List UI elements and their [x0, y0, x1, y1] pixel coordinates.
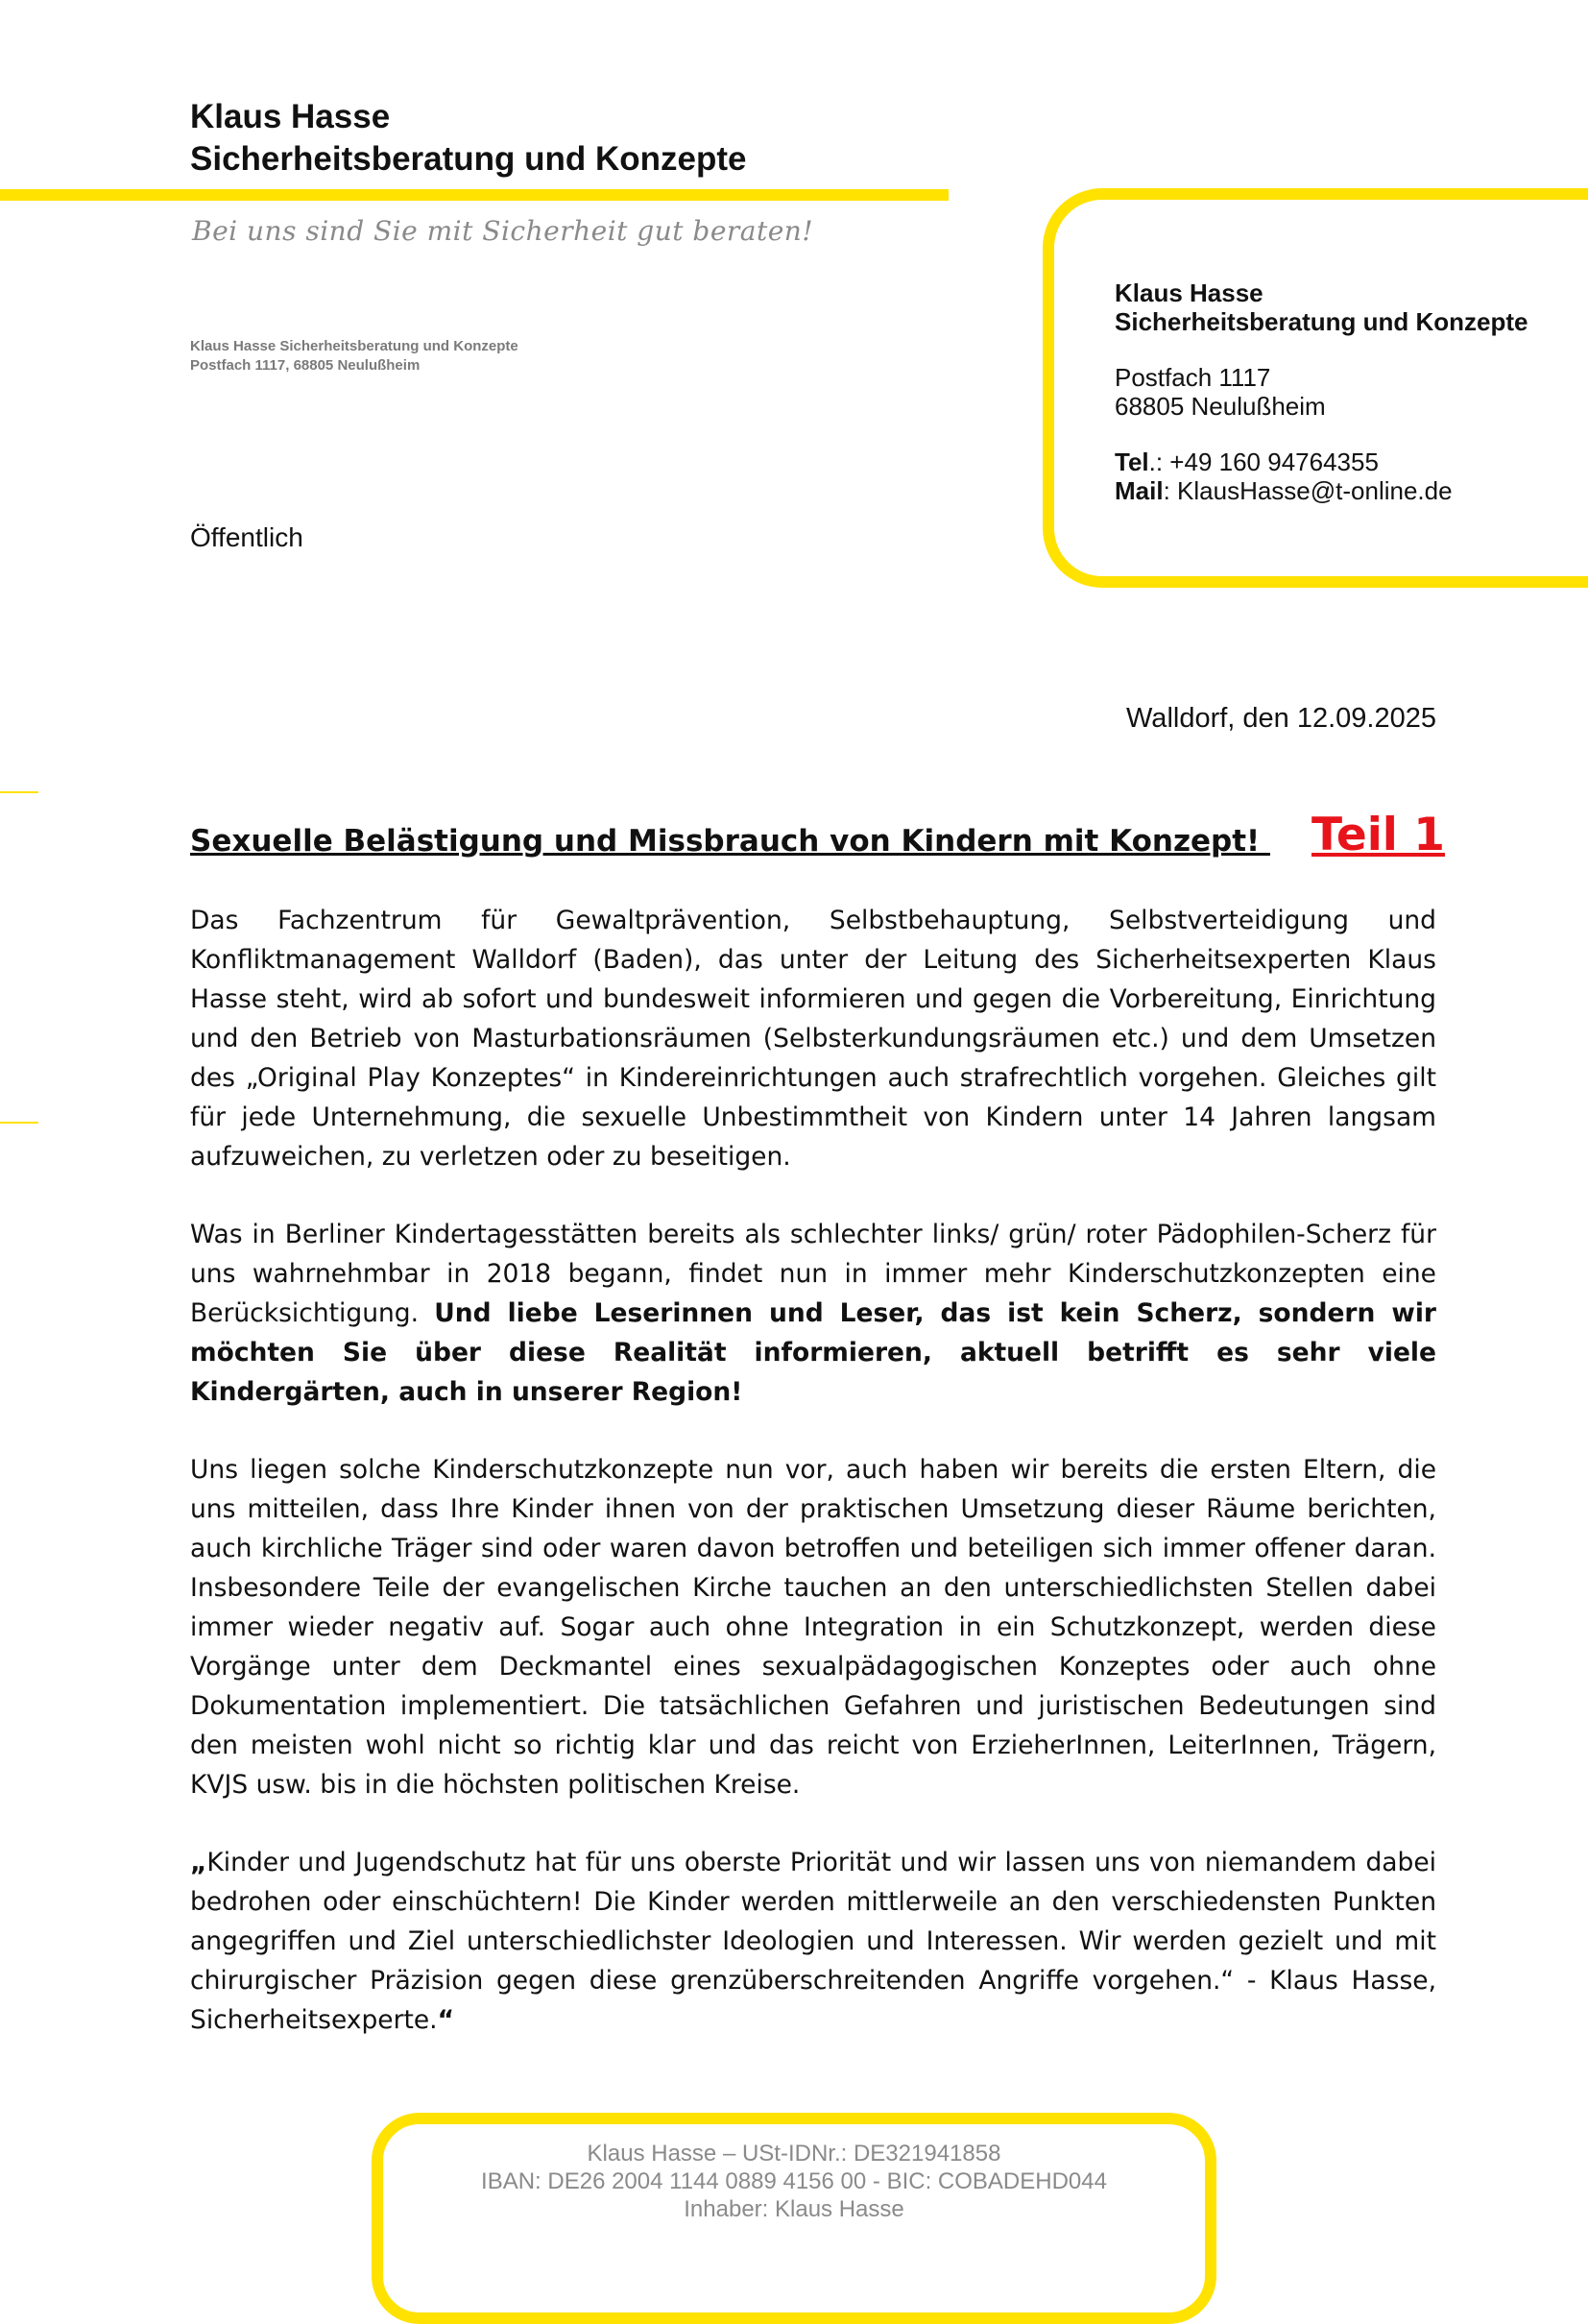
sender-line-1: Klaus Hasse Sicherheitsberatung und Konzepte — [190, 338, 518, 354]
subject-title: Sexuelle Belästigung und Missbrauch von Kindern mit Konzept! — [190, 824, 1270, 859]
body-paragraph-1: Das Fachzentrum für Gewaltprävention, Selbstbehauptung, Selbstverteidigung und Konfliktmanagement Walldorf (Baden), das unter der Leitung des Sicherheitsexperten Klaus Hasse steht, wird ab sofort und bundesweit informieren und gegen die Vorbereitung, Einrichtung und den Betrieb von Masturbationsräumen (Selbsterkundungsräumen etc.) und dem Umsetzen des „Original Play Konzeptes“ in Kindereinrichtungen auch strafrechtlich vorgehen. Gleiches gilt für jede Unternehmung, die sexuelle Unbestimmtheit von Kindern unter 14 Jahren langsam aufzuweichen, zu verletzen oder zu beseitigen. — [190, 906, 1436, 1172]
quote-open-mark: „ — [190, 1848, 207, 1877]
tel-label: Tel — [1115, 448, 1149, 476]
contact-mail — [1115, 476, 1528, 505]
paragraph-2-emphasis: Und liebe Leserinnen und Leser, das ist kein Scherz, sondern wir möchten Sie über diese Realität informieren, aktuell betrifft es sehr viele Kindergärten, auch in unserer Region! — [190, 1298, 1436, 1407]
sender-line-2: Postfach 1117, 68805 Neulußheim — [190, 357, 421, 374]
contact-company: Sicherheitsberatung und Konzepte — [1115, 307, 1528, 336]
date-line: Walldorf, den 12.09.2025 — [1126, 703, 1436, 734]
company-name-line1: Klaus Hasse — [190, 98, 391, 135]
company-name-line2: Sicherheitsberatung und Konzepte — [190, 140, 747, 178]
letter-body — [190, 901, 1436, 2078]
contact-tel — [1115, 448, 1528, 476]
sender-address — [190, 337, 518, 375]
footer-owner: Inhaber: Klaus Hasse — [684, 2196, 904, 2222]
body-paragraph-4 — [190, 1843, 1436, 2040]
contact-city: 68805 Neulußheim — [1115, 392, 1326, 421]
mail-label: Mail — [1115, 476, 1164, 505]
body-paragraph-2 — [190, 1215, 1436, 1412]
tel-value: .: +49 160 94764355 — [1148, 448, 1379, 476]
fold-mark-middle — [0, 1122, 38, 1124]
body-paragraph-3: Uns liegen solche Kinderschutzkonzepte nun vor, auch haben wir bereits die ersten Eltern, die uns mitteilen, dass Ihre Kinder ihnen von der praktischen Umsetzung dieser Räume berichten, auch kirchliche Träger sind oder waren davon betroffen und beteiligen sich immer offener daran. Insbesondere Teile der evangelischen Kirche tauchen an den unterschiedlichsten Stellen dabei immer wieder negativ auf. Sogar auch ohne Integration in ein Schutzkonzept, werden diese Vorgänge unter dem Deckmantel eines sexualpädagogischen Konzeptes oder auch ohne Dokumentation implementiert. Die tatsächlichen Gefahren und juristischen Bedeutungen sind den meisten wohl nicht so richtig klar und das reicht von ErzieherInnen, LeiterInnen, Trägern, KVJS usw. bis in die höchsten politischen Kreise. — [190, 1455, 1436, 1800]
visibility-label: Öffentlich — [190, 522, 303, 552]
company-name — [190, 96, 747, 181]
quote-close-mark: “ — [437, 2005, 455, 2035]
contact-name: Klaus Hasse — [1115, 278, 1263, 307]
quote-text: Kinder und Jugendschutz hat für uns oberste Priorität und wir lassen uns von niemandem dabei bedrohen oder einschüchtern! Die Kinder werden mittlerweile an den verschiedensten Punkten angegriffen und Ziel unterschiedlichster Ideologien und Interessen. Wir werden gezielt und mit chirurgischer Präzision gegen diese grenzüberschreitenden Angriffe vorgehen.“ - Klaus Hasse, Sicherheitsexperte. — [190, 1848, 1436, 2035]
footer-bank: IBAN: DE26 2004 1144 0889 4156 00 - BIC: COBADEHD044 — [481, 2168, 1107, 2194]
header-rule — [0, 189, 949, 201]
part-label: Teil 1 — [1311, 809, 1445, 861]
fold-mark-top — [0, 791, 38, 793]
paragraph-2-text: Was in Berliner Kindertagesstätten bereits als schlechter links/ grün/ roter Pädophilen-Scherz für uns wahrnehmbar in 2018 begann, findet nun in immer mehr Kinderschutzkonzepten eine Berücksichtigung. — [190, 1220, 1436, 1328]
footer-tax-id: Klaus Hasse – USt-IDNr.: DE321941858 — [587, 2141, 1001, 2167]
contact-block — [1115, 278, 1528, 505]
mail-value: : KlausHasse@t-online.de — [1163, 476, 1453, 505]
footer — [372, 2140, 1216, 2223]
contact-po-box: Postfach 1117 — [1115, 363, 1271, 392]
slogan: Bei uns sind Sie mit Sicherheit gut beraten! — [192, 215, 814, 247]
